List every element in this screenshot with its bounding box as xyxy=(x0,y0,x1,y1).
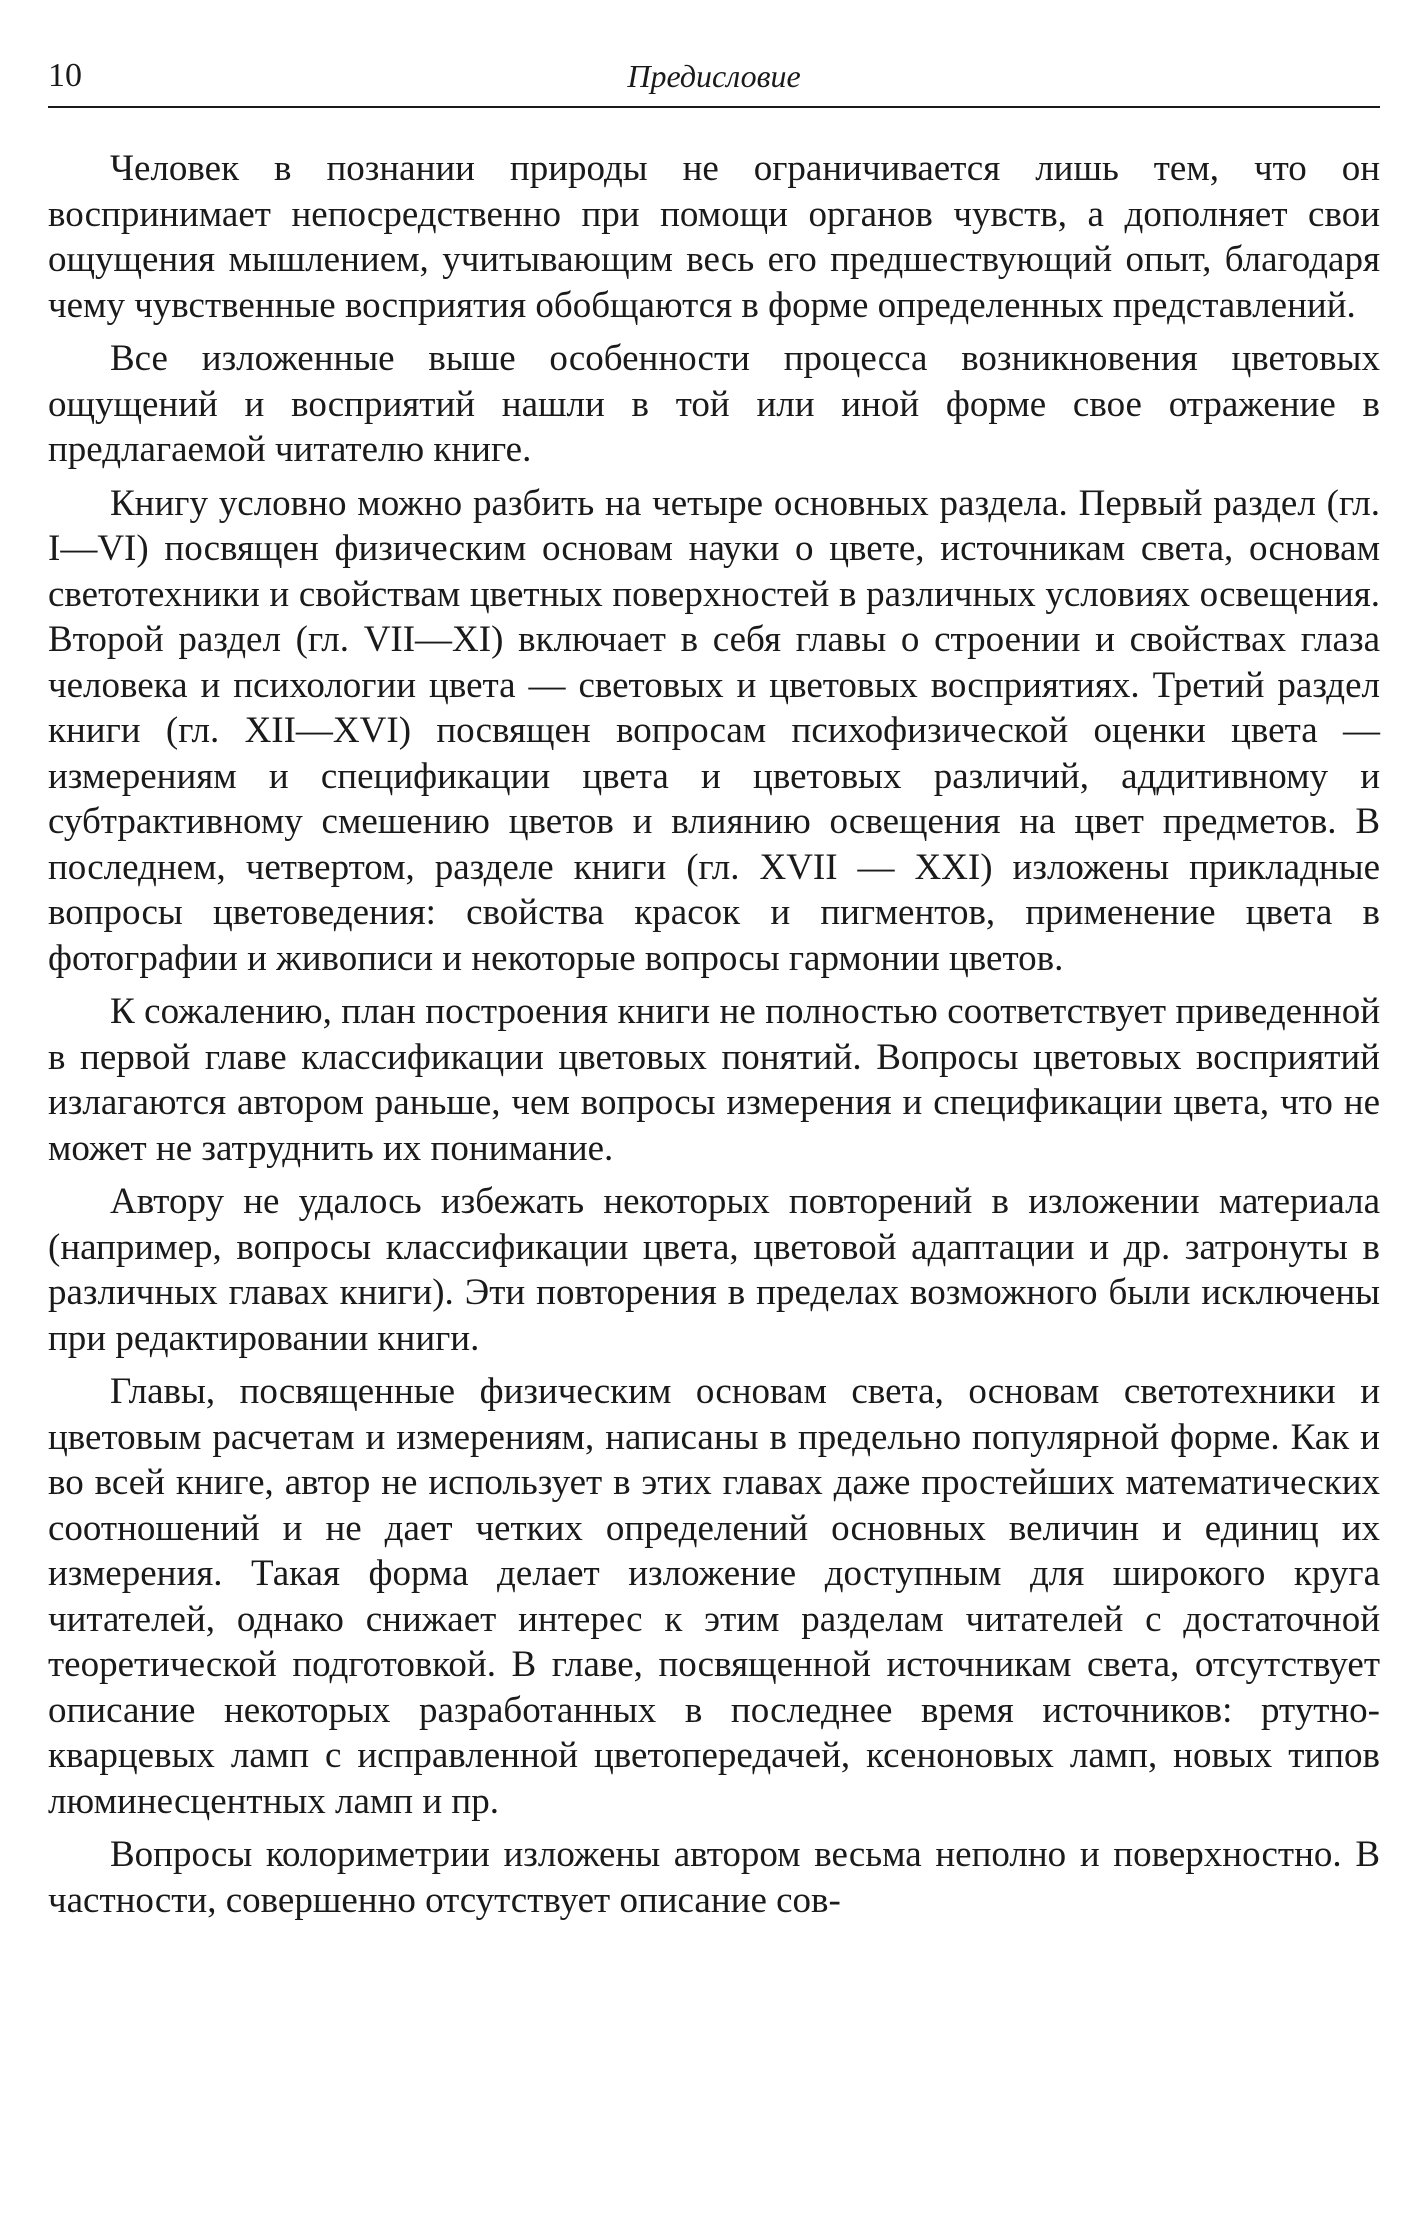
running-head xyxy=(48,52,1380,108)
paragraph-3: Книгу условно можно разбить на четыре основных раздела. Первый раздел (гл. I—VI) посвящен физическим основам науки о цвете, источникам света, основам светотехники и свойствам цветных поверхностей в различных условиях освещения. Второй раздел (гл. VII—XI) включает в себя главы о строении и свойствах глаза человека и психологии цвета — световых и цветовых восприятиях. Третий раздел книги (гл. XII—XVI) посвящен вопросам психофизической оценки цвета — измерениям и спецификации цвета и цветовых различий, аддитивному и субтрактивному смешению цветов и влиянию освещения на цвет предметов. В последнем, четвертом, разделе книги (гл. XVII — XXI) изложены прикладные вопросы цветоведения: свойства красок и пигментов, применение цвета в фотографии и живописи и некоторые вопросы гармонии цветов. xyxy=(48,482,1380,979)
body-text xyxy=(48,146,1380,1923)
paragraph-1: Человек в познании природы не ограничивается лишь тем, что он воспринимает непосредственно при помощи органов чувств, а дополняет свои ощущения мышлением, учитывающим весь его предшествующий опыт, благодаря чему чувственные восприятия обобщаются в форме определенных представлений. xyxy=(48,148,1380,326)
paragraph-5: Автору не удалось избежать некоторых повторений в изложении материала (например, вопросы классификации цвета, цветовой адаптации и др. затронуты в различных главах книги). Эти повторения в пределах возможного были исключены при редактировании книги. xyxy=(48,1181,1380,1359)
paragraph-7: Вопросы колориметрии изложены автором весьма неполно и поверхностно. В частности, совершенно отсутствует описание сов- xyxy=(48,1834,1380,1921)
section-title: Предисловие xyxy=(627,58,801,94)
page-number: 10 xyxy=(48,57,82,94)
paragraph-2: Все изложенные выше особенности процесса возникновения цветовых ощущений и восприятий нашли в той или иной форме свое отражение в предлагаемой читателю книге. xyxy=(48,338,1380,470)
book-page xyxy=(48,52,1380,1931)
paragraph-6: Главы, посвященные физическим основам света, основам светотехники и цветовым расчетам и измерениям, написаны в предельно популярной форме. Как и во всей книге, автор не использует в этих главах даже простейших математических соотношений и не дает четких определений основных величин и единиц их измерения. Такая форма делает изложение доступным для широкого круга читателей, однако снижает интерес к этим разделам читателей с достаточной теоретической подготовкой. В главе, посвященной источникам света, отсутствует описание некоторых разработанных в последнее время источников: ртутно-кварцевых ламп с исправленной цветопередачей, ксеноновых ламп, новых типов люминесцентных ламп и пр. xyxy=(48,1371,1380,1822)
paragraph-4: К сожалению, план построения книги не полностью соответствует приведенной в первой главе классификации цветовых понятий. Вопросы цветовых восприятий излагаются автором раньше, чем вопросы измерения и спецификации цвета, что не может не затруднить их понимание. xyxy=(48,991,1380,1169)
